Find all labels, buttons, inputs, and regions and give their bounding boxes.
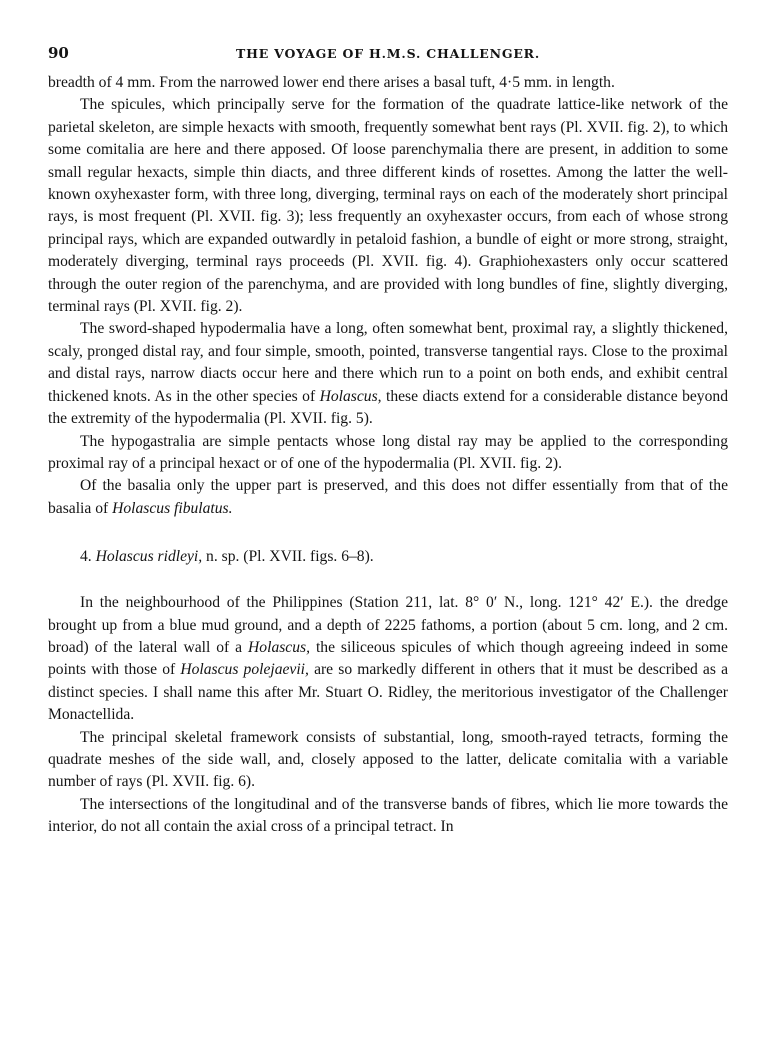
heading-text: n. sp. (Pl. XVII. figs. 6–8). bbox=[202, 548, 374, 566]
paragraph-3-text-a: The sword-shaped hypodermalia have a long, often somewhat bent, proximal ray, a slightly thickened, scaly, pronged distal ray, and four simple, smooth, pointed, transverse tangential rays. Close to the proximal and distal rays, narrow diacts occur here and there which run to a point on both ends, and exhibit central thickened knots. As in the other species of bbox=[48, 320, 728, 405]
paragraph-5-text: Of the basalia only the upper part is preserved, and this does not differ essentially from that of the basalia of bbox=[48, 477, 728, 517]
paragraph-2: The spicules, which principally serve for the formation of the quadrate lattice-like network of the parietal skeleton, are simple hexacts with smooth, frequently somewhat bent rays (Pl. XVII. fig. 2), to which some comitalia are here and there apposed. Of loose parenchymalia there are present, in addition to some small regular hexacts, simple thin diacts, and three different kinds of rosettes. Among the latter the well-known oxyhexaster form, with three long, diverging, terminal rays on each of the moderately short principal rays, is most frequent (Pl. XVII. fig. 3); less frequently an oxyhexaster occurs, from each of whose strong principal rays, which are expanded outwardly in petaloid fashion, a bundle of eight or more strong, straight, moderately diverging, terminal rays proceeds (Pl. XVII. fig. 4). Graphiohexasters only occur scattered through the outer region of the parenchyma, and are provided with long bundles of fine, slightly diverging, terminal rays (Pl. XVII. fig. 2). bbox=[48, 96, 728, 316]
body-text-continued bbox=[48, 592, 728, 838]
section-number: 4. bbox=[80, 548, 92, 566]
body-text bbox=[48, 72, 728, 520]
paragraph-7: The principal skeletal framework consists of substantial, long, smooth-rayed tetracts, forming the quadrate meshes of the side wall, and, closely apposed to the latter, delicate comitalia with a variable number of rays (Pl. XVII. fig. 6). bbox=[48, 728, 728, 791]
species-name: Holascus polejaevii, bbox=[180, 661, 309, 679]
paragraph-6-text-a: In the neighbourhood of the Philippines (Station 211, lat. 8° 0′ N., long. 121° 42′ E.). the dredge brought up from a blue mud ground, and a depth of 2225 fathoms, a portion (about 5 cm. long, and 2 cm. broad) of the lateral wall of a bbox=[48, 594, 728, 656]
running-title: THE VOYAGE OF H.M.S. CHALLENGER. bbox=[235, 46, 541, 61]
paragraph-6-text-c: are so markedly different in others that it must be described as a distinct species. I shall name this after Mr. Stuart O. Ridley, the meritorious investigator of the Challenger Monactellida. bbox=[48, 661, 728, 724]
paragraph-4: The hypogastralia are simple pentacts whose long distal ray may be applied to the corresponding proximal ray of a principal hexact or of one of the hypodermalia (Pl. XVII. fig. 2). bbox=[48, 432, 728, 472]
paragraph-1: breadth of 4 mm. From the narrowed lower end there arises a basal tuft, 4·5 mm. in length. bbox=[48, 74, 615, 91]
running-header bbox=[48, 42, 728, 72]
paragraph-8: The intersections of the longitudinal and of the transverse bands of fibres, which lie more towards the interior, do not all contain the axial cross of a principal tetract. In bbox=[48, 795, 728, 836]
section-heading bbox=[80, 546, 728, 568]
genus-name: Holascus, bbox=[248, 638, 310, 656]
heading-species-name: Holascus ridleyi, bbox=[95, 548, 203, 566]
paragraph-5 bbox=[48, 475, 728, 520]
species-name: Holascus fibulatus. bbox=[112, 499, 233, 517]
genus-name: Holascus, bbox=[319, 387, 382, 405]
paragraph-3 bbox=[48, 318, 728, 430]
paragraph-3-text-b: these diacts extend for a considerable distance beyond the extremity of the hypodermalia (Pl. XVII. fig. 5). bbox=[48, 387, 728, 428]
page-number: 90 bbox=[48, 44, 69, 62]
page bbox=[48, 42, 728, 839]
paragraph-6-text-b: the siliceous spicules of which though agreeing indeed in some points with those of bbox=[48, 638, 728, 679]
paragraph-6 bbox=[48, 592, 728, 726]
